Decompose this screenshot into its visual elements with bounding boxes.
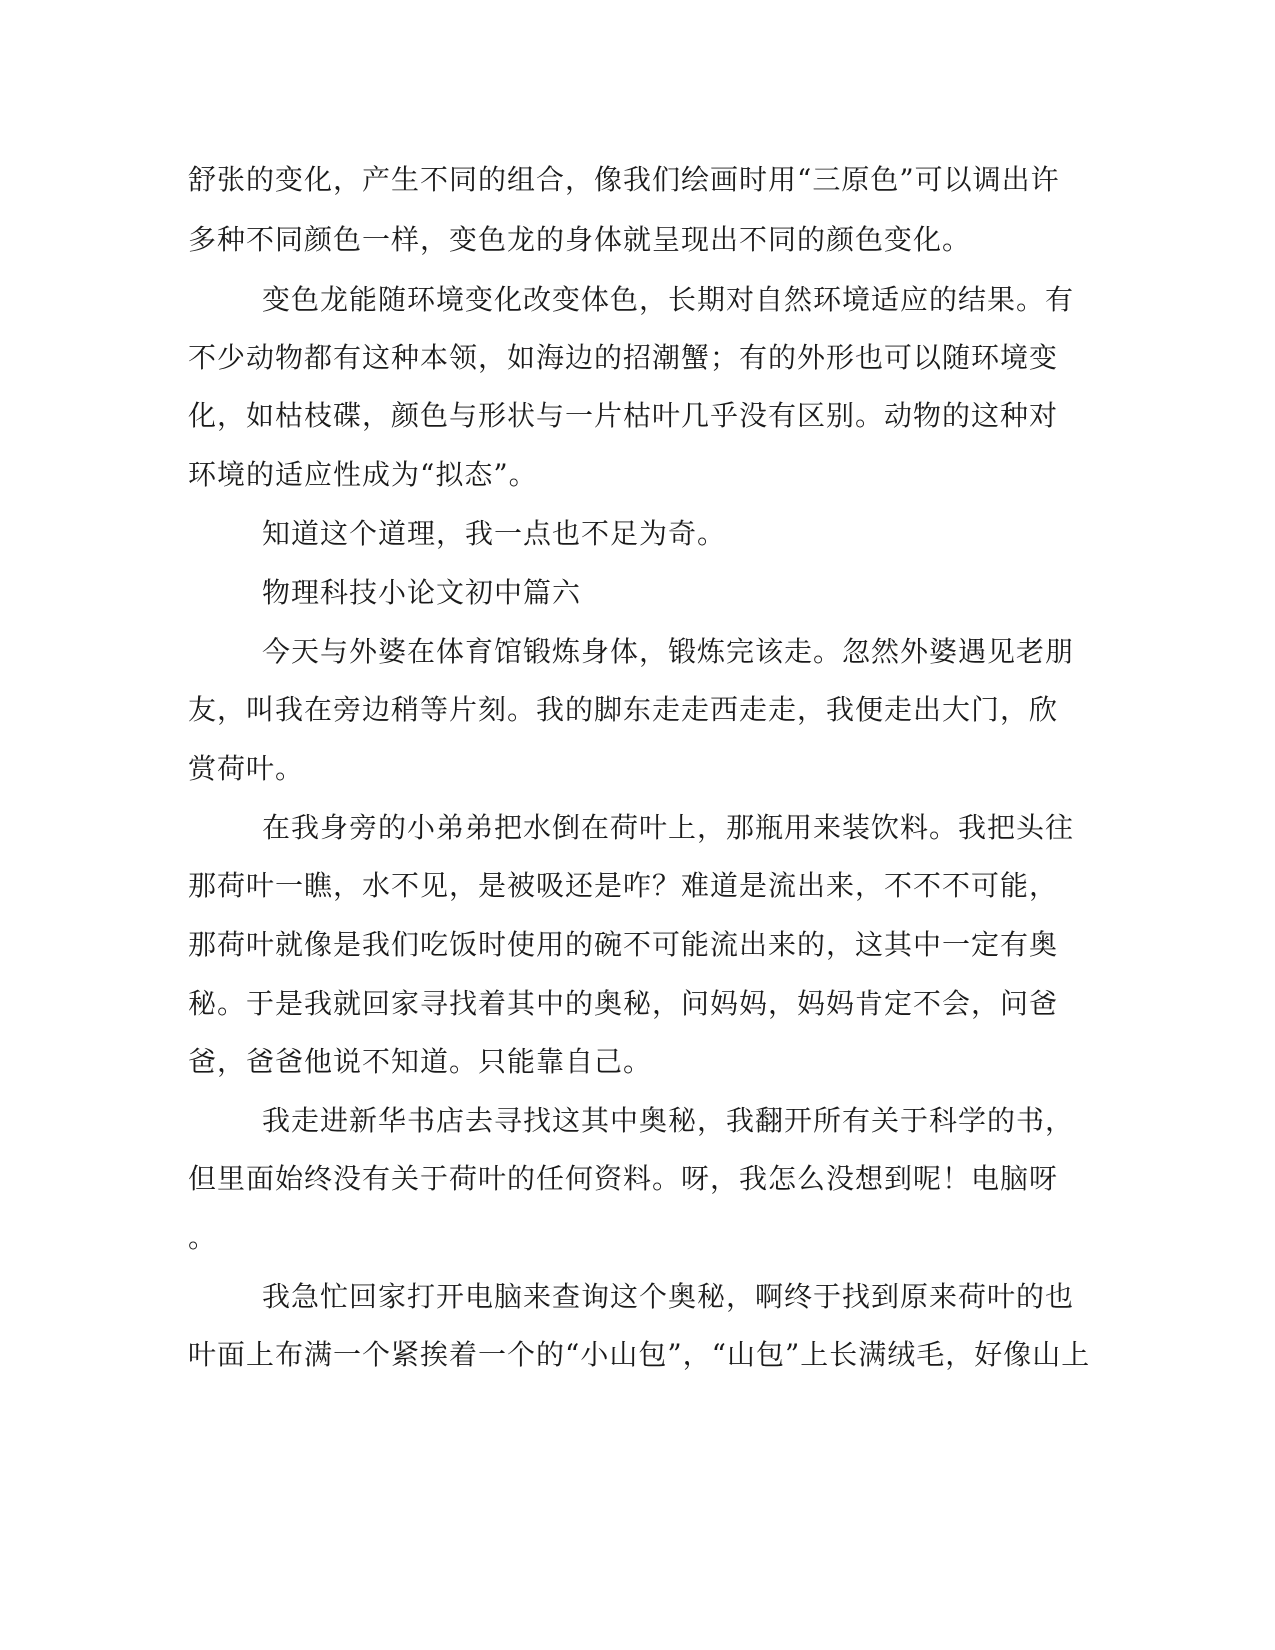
text-line: 。 (188, 1221, 218, 1254)
text-line: 化，如枯枝碟，颜色与形状与一片枯叶几乎没有区别。动物的这种对 (188, 399, 1059, 432)
paragraph-start-line: 我走进新华书店去寻找这其中奥秘，我翻开所有关于科学的书， (262, 1104, 1075, 1137)
text-line: 赏荷叶。 (188, 752, 305, 785)
text-line: 不少动物都有这种本领，如海边的招潮蟹；有的外形也可以随环境变 (188, 341, 1059, 374)
paragraph-start-line: 今天与外婆在体育馆锻炼身体，锻炼完该走。忽然外婆遇见老朋 (262, 635, 1075, 668)
text-line: 那荷叶一瞧，水不见，是被吸还是咋？难道是流出来，不不不可能， (188, 869, 1059, 902)
paragraph-start-line: 知道这个道理，我一点也不足为奇。 (262, 517, 727, 550)
text-line: 环境的适应性成为“拟态”。 (188, 458, 538, 491)
text-line: 舒张的变化，产生不同的组合，像我们绘画时用“三原色”可以调出许 (188, 163, 1060, 196)
text-line: 爸，爸爸他说不知道。只能靠自己。 (188, 1045, 653, 1078)
paragraph-start-line: 变色龙能随环境变化改变体色，长期对自然环境适应的结果。有 (262, 283, 1075, 316)
paragraph-start-line: 在我身旁的小弟弟把水倒在荷叶上，那瓶用来装饮料。我把头往 (262, 811, 1075, 844)
text-line: 那荷叶就像是我们吃饭时使用的碗不可能流出来的，这其中一定有奥 (188, 928, 1059, 961)
text-line: 叶面上布满一个紧挨着一个的“小山包”，“山包”上长满绒毛，好像山上 (188, 1338, 1091, 1371)
text-line: 但里面始终没有关于荷叶的任何资料。呀，我怎么没想到呢！电脑呀 (188, 1162, 1059, 1195)
section-heading: 物理科技小论文初中篇六 (262, 576, 582, 609)
paragraph-start-line: 我急忙回家打开电脑来查询这个奥秘，啊终于找到原来荷叶的也 (262, 1280, 1075, 1313)
text-line: 友，叫我在旁边稍等片刻。我的脚东走走西走走，我便走出大门，欣 (188, 693, 1059, 726)
text-line: 多种不同颜色一样，变色龙的身体就呈现出不同的颜色变化。 (188, 223, 972, 256)
text-line: 秘。于是我就回家寻找着其中的奥秘，问妈妈，妈妈肯定不会，问爸 (188, 987, 1059, 1020)
